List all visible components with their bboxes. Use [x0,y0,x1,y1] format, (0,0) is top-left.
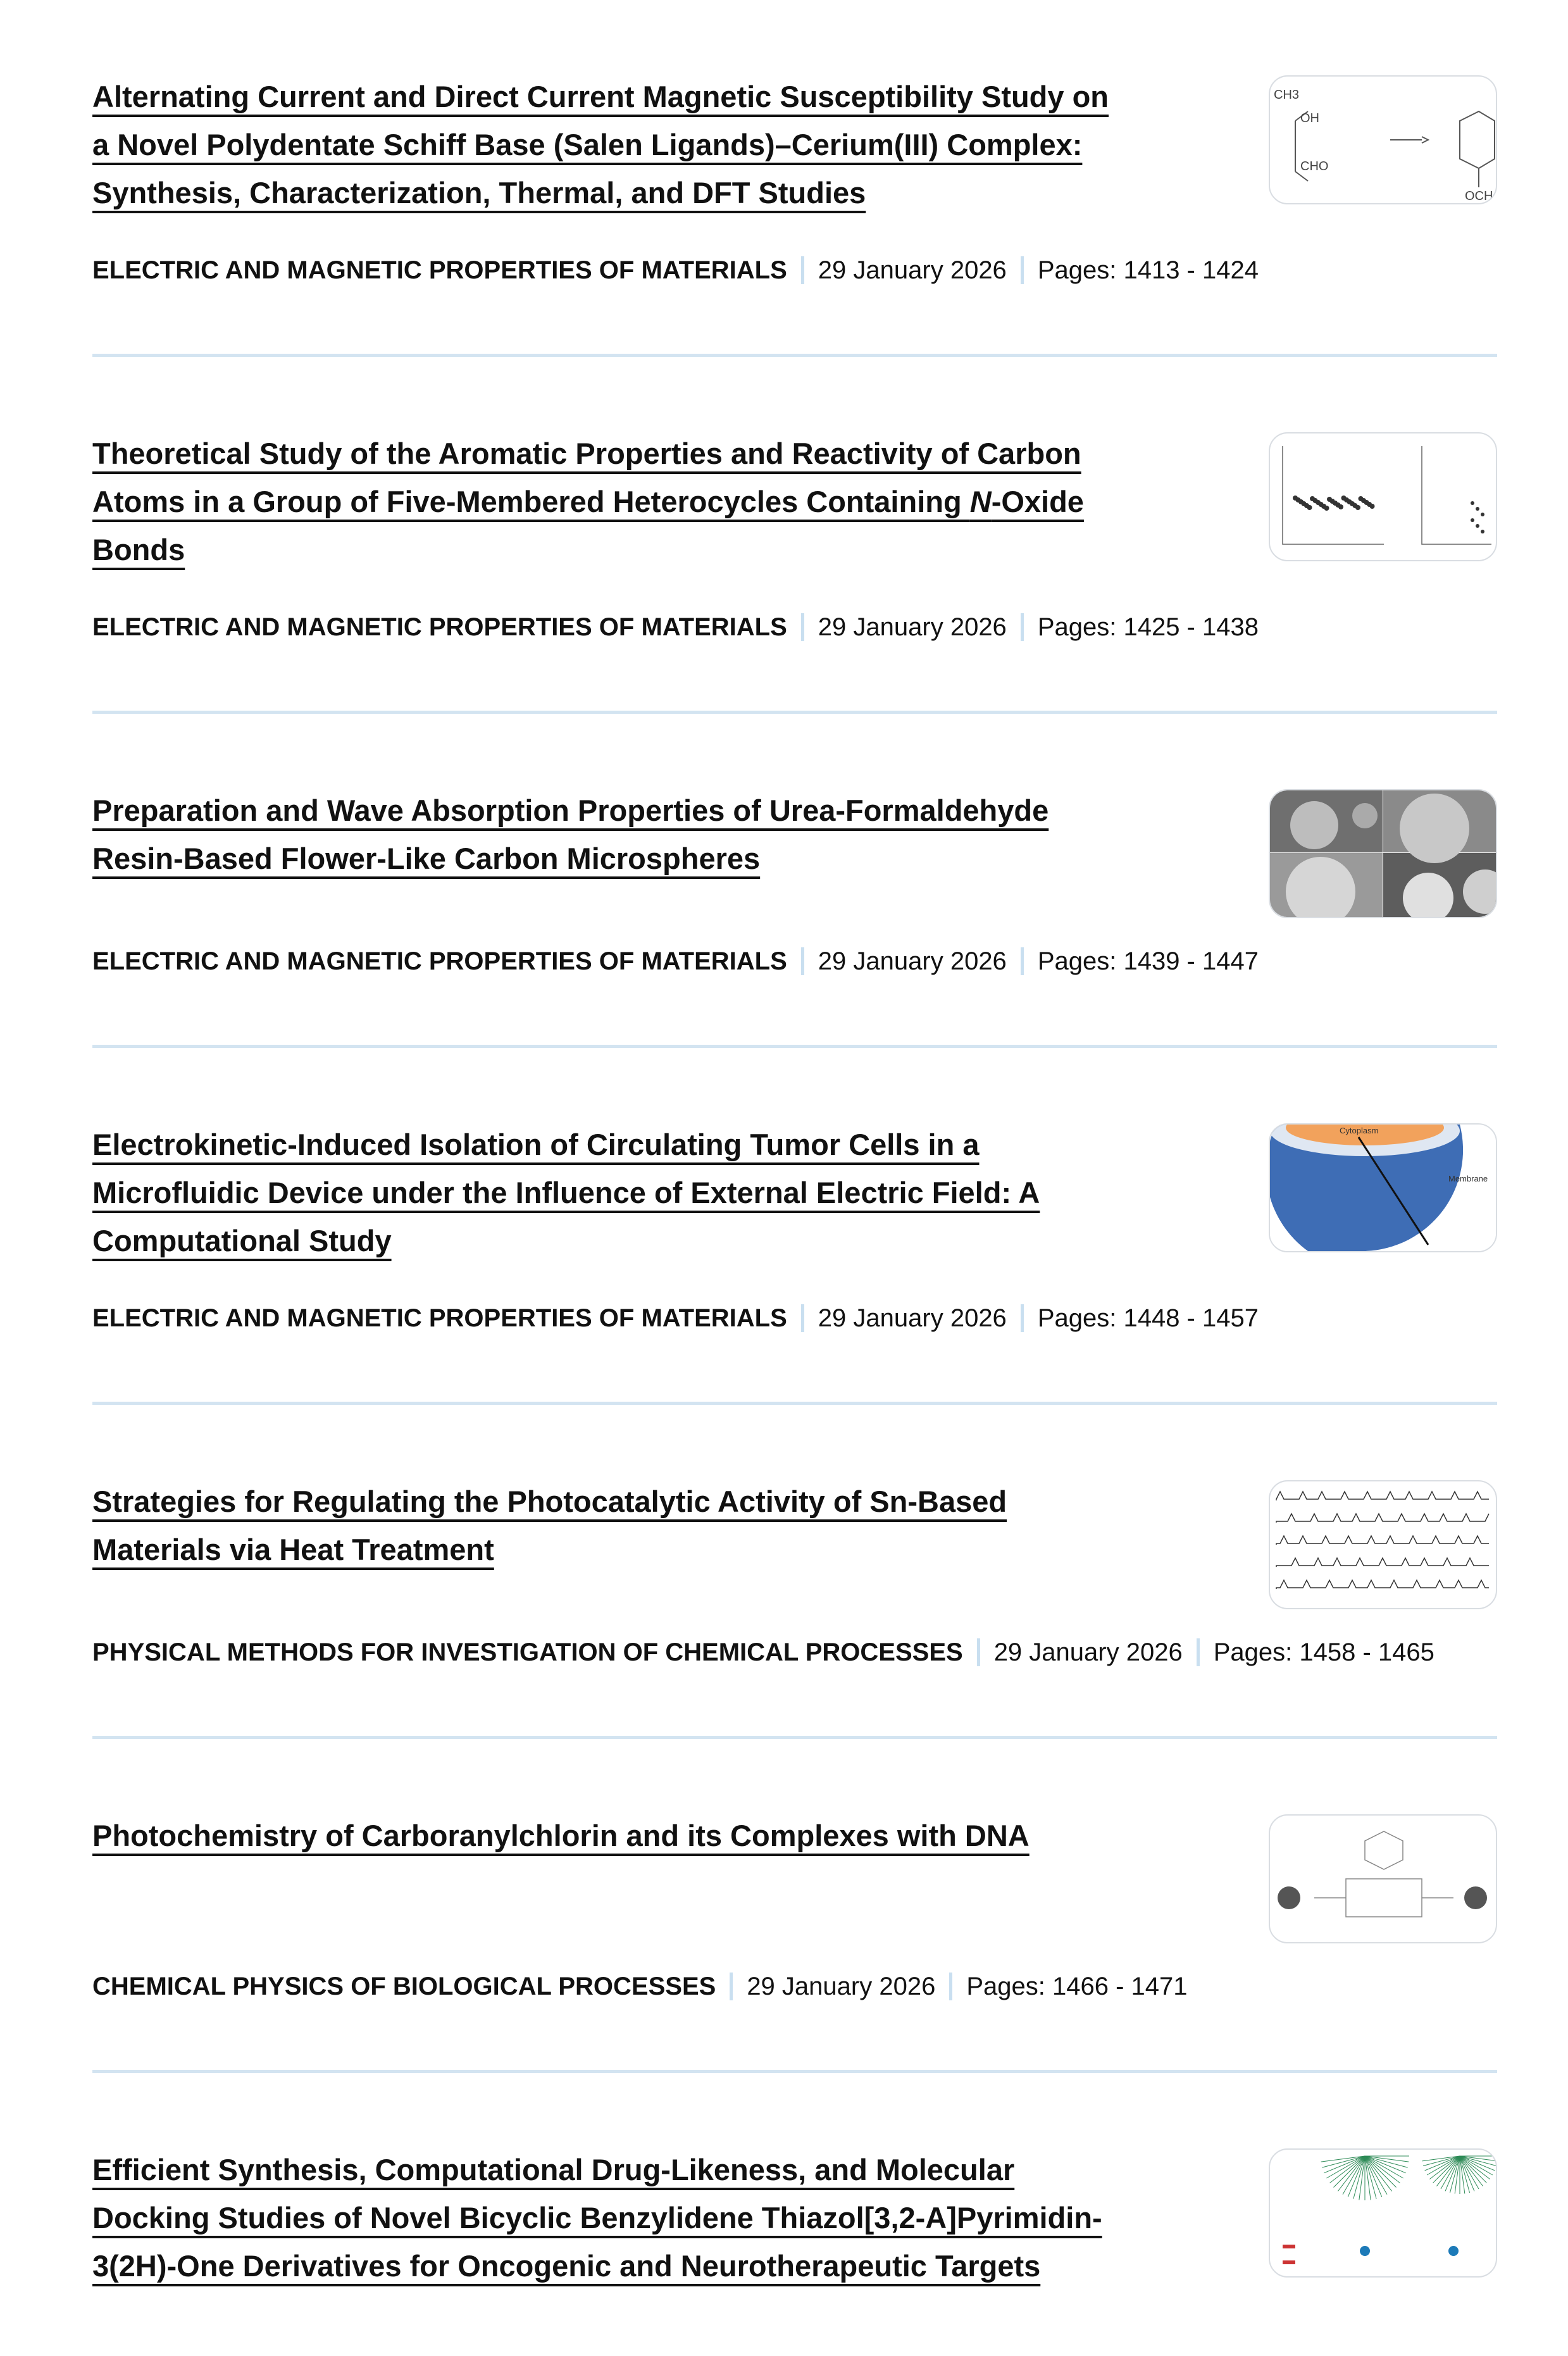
page-range: Pages: 1458 - 1465 [1213,1638,1434,1666]
title-text: -Oxide [991,485,1084,518]
separator [1021,256,1024,284]
page-range: Pages: 1439 - 1447 [1037,947,1259,975]
network-diagram-icon [1270,2150,1496,2276]
page-range: Pages: 1448 - 1457 [1037,1304,1259,1332]
article-item [92,1405,1497,1739]
article-title-link[interactable] [92,1121,1040,1265]
article-meta [92,609,1497,645]
title-text: Alternating Current and Direct Current Magnetic Susceptibility Study on [92,80,1109,113]
title-text: Microfluidic Device under the Influence of External Electric Field: A [92,1176,1040,1209]
separator [801,1304,804,1332]
thumb-label: Cytoplasm [1340,1126,1379,1135]
publish-date: 29 January 2026 [818,947,1007,975]
title-text: Efficient Synthesis, Computational Drug-Likeness, and Molecular [92,2153,1015,2186]
separator [730,1973,733,2000]
section-label[interactable]: PHYSICAL METHODS FOR INVESTIGATION OF CHEMICAL PROCESSES [92,1638,963,1666]
publish-date: 29 January 2026 [747,1973,936,2000]
article-item [92,1739,1497,2073]
separator [801,947,804,975]
separator [1021,1304,1024,1332]
title-text: Computational Study [92,1224,392,1257]
title-text: Docking Studies of Novel Bicyclic Benzylidene Thiazol[3,2-A]Pyrimidin- [92,2201,1102,2234]
article-title-link[interactable] [92,1812,1030,1860]
title-text: 3(2H)-One Derivatives for Oncogenic and Neurotherapeutic Targets [92,2249,1041,2283]
page-range: Pages: 1425 - 1438 [1037,613,1259,641]
section-label[interactable]: ELECTRIC AND MAGNETIC PROPERTIES OF MATERIALS [92,613,787,641]
separator [949,1973,952,2000]
separator [977,1638,980,1666]
title-text: Electrokinetic-Induced Isolation of Circulating Tumor Cells in a [92,1128,980,1161]
article-thumbnail[interactable] [1269,1123,1497,1252]
separator [1021,947,1024,975]
title-text: Strategies for Regulating the Photocatalytic Activity of Sn-Based [92,1485,1007,1518]
title-text: Theoretical Study of the Aromatic Properties and Reactivity of Carbon [92,437,1081,470]
article-thumbnail[interactable] [1269,789,1497,918]
article-thumbnail[interactable] [1269,432,1497,561]
publish-date: 29 January 2026 [818,256,1007,284]
article-title-link[interactable] [92,1478,1007,1574]
thumb-label: Membrane [1448,1174,1488,1183]
article-list [92,0,1497,2356]
title-text: a Novel Polydentate Schiff Base (Salen Ligands)–Cerium(III) Complex: [92,128,1083,161]
article-thumbnail[interactable] [1269,1480,1497,1609]
article-thumbnail[interactable] [1269,75,1497,204]
sem-micrographs-icon [1270,790,1496,917]
article-title-link[interactable] [92,430,1084,574]
thumb-label: CHO [1300,159,1329,173]
article-thumbnail[interactable] [1269,1814,1497,1943]
article-meta [92,252,1497,288]
title-text: N [969,485,992,518]
article-meta [92,1635,1497,1670]
section-label[interactable]: ELECTRIC AND MAGNETIC PROPERTIES OF MATERIALS [92,1304,787,1332]
scatter-plot-icon [1270,433,1496,560]
article-item [92,714,1497,1048]
title-text: Preparation and Wave Absorption Properties of Urea-Formaldehyde [92,794,1049,827]
publish-date: 29 January 2026 [993,1638,1183,1666]
article-item [92,0,1497,357]
thumb-label: OCH [1465,189,1493,203]
title-text: Atoms in a Group of Five-Membered Heterocycles Containing [92,485,970,518]
article-title-link[interactable] [92,73,1109,217]
section-label[interactable]: CHEMICAL PHYSICS OF BIOLOGICAL PROCESSES [92,1973,716,2000]
article-thumbnail[interactable] [1269,2148,1497,2278]
cell-diagram-icon [1270,1125,1496,1251]
chemical-scheme-icon [1270,77,1496,203]
separator [801,256,804,284]
title-text: Resin-Based Flower-Like Carbon Microspheres [92,842,761,875]
article-title-link[interactable] [92,787,1048,883]
page-range: Pages: 1413 - 1424 [1037,256,1259,284]
article-item [92,2073,1497,2356]
article-title-link[interactable] [92,2146,1102,2290]
thumb-label: CH3 [1274,88,1300,102]
separator [801,613,804,641]
thumb-label: OH [1300,111,1319,125]
separator [1197,1638,1200,1666]
title-text: Synthesis, Characterization, Thermal, and DFT Studies [92,176,866,209]
publish-date: 29 January 2026 [818,613,1007,641]
article-item [92,357,1497,714]
xrd-patterns-icon [1270,1481,1496,1608]
separator [1021,613,1024,641]
molecule-structure-icon [1270,1816,1496,1942]
section-label[interactable]: ELECTRIC AND MAGNETIC PROPERTIES OF MATERIALS [92,947,787,975]
title-text: Photochemistry of Carboranylchlorin and its Complexes with DNA [92,1819,1030,1852]
publish-date: 29 January 2026 [818,1304,1007,1332]
title-text: Materials via Heat Treatment [92,1533,494,1566]
article-meta [92,1969,1497,2004]
article-item [92,1048,1497,1405]
title-text: Bonds [92,533,185,566]
section-label[interactable]: ELECTRIC AND MAGNETIC PROPERTIES OF MATERIALS [92,256,787,284]
article-meta [92,1300,1497,1336]
article-meta [92,944,1497,979]
page-range: Pages: 1466 - 1471 [966,1973,1188,2000]
